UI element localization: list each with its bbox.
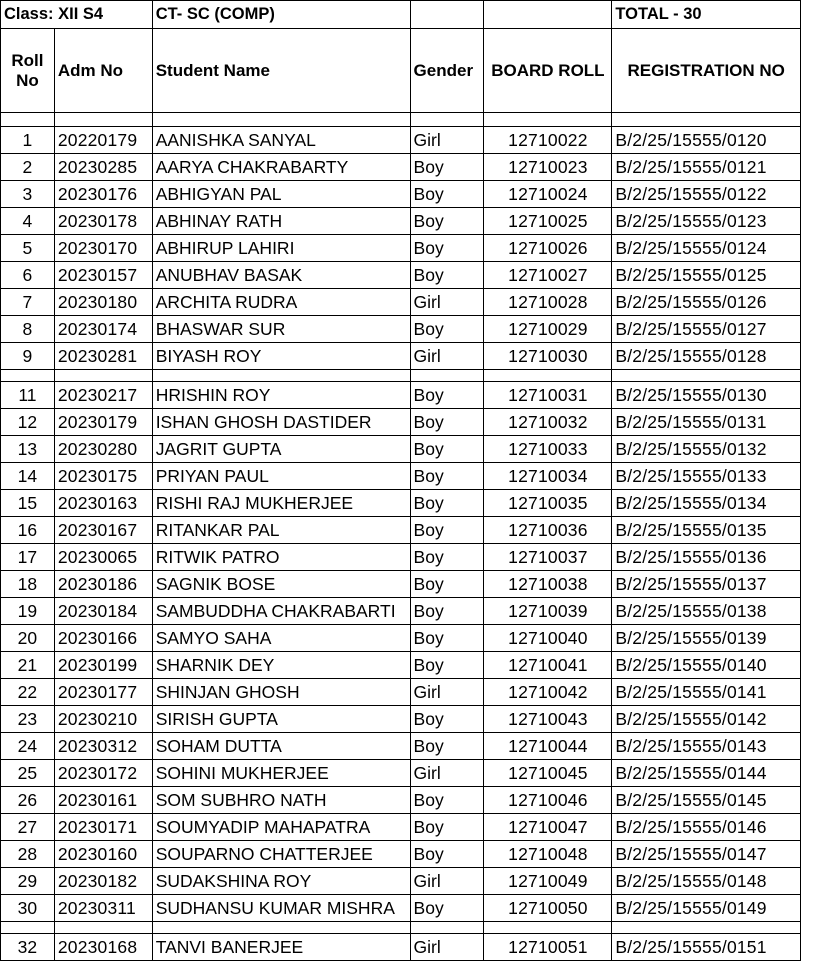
- registration-cell: B/2/25/15555/0147: [612, 841, 801, 868]
- table-row: [1, 262, 819, 289]
- registration-cell: B/2/25/15555/0127: [612, 316, 801, 343]
- board-roll-cell: 12710022: [484, 127, 612, 154]
- board-roll-cell: 12710038: [484, 571, 612, 598]
- board-roll-cell: 12710043: [484, 706, 612, 733]
- roll-cell: 28: [1, 841, 55, 868]
- roll-cell: 19: [1, 598, 55, 625]
- adm-no-cell: 20230182: [54, 868, 152, 895]
- roll-cell: 17: [1, 544, 55, 571]
- student-name-cell: RISHI RAJ MUKHERJEE: [152, 490, 410, 517]
- registration-cell: B/2/25/15555/0128: [612, 343, 801, 370]
- table-row: [1, 679, 819, 706]
- student-name-cell: ARCHITA RUDRA: [152, 289, 410, 316]
- student-name-cell: SOHAM DUTTA: [152, 733, 410, 760]
- student-name-cell: ISHAN GHOSH DASTIDER: [152, 409, 410, 436]
- table-row: [1, 289, 819, 316]
- roll-cell: 11: [1, 382, 55, 409]
- student-name-cell: BIYASH ROY: [152, 343, 410, 370]
- board-roll-cell: 12710044: [484, 733, 612, 760]
- registration-cell: B/2/25/15555/0151: [612, 934, 801, 961]
- roll-cell: 27: [1, 814, 55, 841]
- registration-cell: B/2/25/15555/0137: [612, 571, 801, 598]
- gender-cell: Boy: [410, 598, 484, 625]
- gender-cell: Boy: [410, 436, 484, 463]
- adm-no-cell: 20230176: [54, 181, 152, 208]
- adm-no-cell: 20230168: [54, 934, 152, 961]
- adm-no-cell: 20230186: [54, 571, 152, 598]
- adm-no-cell: 20230178: [54, 208, 152, 235]
- roll-cell: 26: [1, 787, 55, 814]
- registration-cell: B/2/25/15555/0121: [612, 154, 801, 181]
- gender-cell: Boy: [410, 382, 484, 409]
- registration-cell: B/2/25/15555/0130: [612, 382, 801, 409]
- student-name-cell: SAGNIK BOSE: [152, 571, 410, 598]
- board-roll-cell: 12710030: [484, 343, 612, 370]
- board-roll-cell: 12710037: [484, 544, 612, 571]
- adm-no-cell: 20230170: [54, 235, 152, 262]
- student-name-cell: SHARNIK DEY: [152, 652, 410, 679]
- adm-no-cell: 20230163: [54, 490, 152, 517]
- roll-cell: 24: [1, 733, 55, 760]
- table-row: [1, 868, 819, 895]
- student-name-cell: SIRISH GUPTA: [152, 706, 410, 733]
- student-name-cell: ANUBHAV BASAK: [152, 262, 410, 289]
- student-name-cell: TANVI BANERJEE: [152, 934, 410, 961]
- board-roll-cell: 12710029: [484, 316, 612, 343]
- table-row: [1, 733, 819, 760]
- board-roll-cell: 12710050: [484, 895, 612, 922]
- gender-cell: Girl: [410, 343, 484, 370]
- gender-cell: Boy: [410, 544, 484, 571]
- board-roll-cell: 12710051: [484, 934, 612, 961]
- student-name-cell: PRIYAN PAUL: [152, 463, 410, 490]
- class-label: Class: XII S4: [1, 1, 153, 29]
- table-row: [1, 652, 819, 679]
- total-label: TOTAL - 30: [612, 1, 801, 29]
- adm-no-cell: 20230285: [54, 154, 152, 181]
- student-name-cell: AARYA CHAKRABARTY: [152, 154, 410, 181]
- adm-no-cell: 20230184: [54, 598, 152, 625]
- board-roll-cell: 12710026: [484, 235, 612, 262]
- registration-cell: B/2/25/15555/0149: [612, 895, 801, 922]
- roll-cell: 22: [1, 679, 55, 706]
- student-name-cell: RITWIK PATRO: [152, 544, 410, 571]
- roll-cell: 7: [1, 289, 55, 316]
- board-roll-cell: 12710040: [484, 625, 612, 652]
- roll-cell: 23: [1, 706, 55, 733]
- adm-no-cell: 20230280: [54, 436, 152, 463]
- roll-cell: 12: [1, 409, 55, 436]
- adm-no-cell: 20230210: [54, 706, 152, 733]
- roll-cell: 21: [1, 652, 55, 679]
- adm-no-cell: 20220179: [54, 127, 152, 154]
- column-header-registration: REGISTRATION NO: [612, 29, 801, 113]
- adm-no-cell: 20230179: [54, 409, 152, 436]
- table-row: [1, 571, 819, 598]
- board-roll-cell: 12710049: [484, 868, 612, 895]
- adm-no-cell: 20230174: [54, 316, 152, 343]
- student-name-cell: JAGRIT GUPTA: [152, 436, 410, 463]
- board-roll-cell: 12710028: [484, 289, 612, 316]
- adm-no-cell: 20230157: [54, 262, 152, 289]
- registration-cell: B/2/25/15555/0143: [612, 733, 801, 760]
- table-row: [1, 235, 819, 262]
- gender-cell: Boy: [410, 706, 484, 733]
- adm-no-cell: 20230312: [54, 733, 152, 760]
- column-header-adm: Adm No: [54, 29, 152, 113]
- adm-no-cell: 20230177: [54, 679, 152, 706]
- gender-cell: Boy: [410, 262, 484, 289]
- table-row: [1, 316, 819, 343]
- board-roll-cell: 12710024: [484, 181, 612, 208]
- table-row: [1, 463, 819, 490]
- registration-cell: B/2/25/15555/0131: [612, 409, 801, 436]
- gender-cell: Girl: [410, 934, 484, 961]
- blank-cell: [484, 1, 612, 29]
- gap-row: [1, 922, 819, 934]
- student-name-cell: SOHINI MUKHERJEE: [152, 760, 410, 787]
- board-roll-cell: 12710041: [484, 652, 612, 679]
- gender-cell: Boy: [410, 181, 484, 208]
- registration-cell: B/2/25/15555/0132: [612, 436, 801, 463]
- roll-cell: 4: [1, 208, 55, 235]
- gap-row: [1, 370, 819, 382]
- column-header-board-roll: BOARD ROLL: [484, 29, 612, 113]
- student-name-cell: SUDAKSHINA ROY: [152, 868, 410, 895]
- gender-cell: Girl: [410, 679, 484, 706]
- gender-cell: Girl: [410, 868, 484, 895]
- student-name-cell: RITANKAR PAL: [152, 517, 410, 544]
- table-row: [1, 436, 819, 463]
- adm-no-cell: 20230167: [54, 517, 152, 544]
- table-row: [1, 787, 819, 814]
- adm-no-cell: 20230172: [54, 760, 152, 787]
- table-row: [1, 706, 819, 733]
- registration-cell: B/2/25/15555/0144: [612, 760, 801, 787]
- adm-no-cell: 20230161: [54, 787, 152, 814]
- student-name-cell: ABHIRUP LAHIRI: [152, 235, 410, 262]
- adm-no-cell: 20230171: [54, 814, 152, 841]
- gender-cell: Boy: [410, 652, 484, 679]
- table-row: [1, 490, 819, 517]
- registration-cell: B/2/25/15555/0138: [612, 598, 801, 625]
- student-name-cell: SAMYO SAHA: [152, 625, 410, 652]
- table-row: [1, 517, 819, 544]
- gender-cell: Boy: [410, 235, 484, 262]
- table-row: [1, 382, 819, 409]
- registration-cell: B/2/25/15555/0124: [612, 235, 801, 262]
- board-roll-cell: 12710031: [484, 382, 612, 409]
- table-row: [1, 841, 819, 868]
- roll-cell: 13: [1, 436, 55, 463]
- roll-cell: 20: [1, 625, 55, 652]
- board-roll-cell: 12710023: [484, 154, 612, 181]
- roll-cell: 32: [1, 934, 55, 961]
- adm-no-cell: 20230199: [54, 652, 152, 679]
- gender-cell: Boy: [410, 625, 484, 652]
- table-row: [1, 208, 819, 235]
- roll-cell: 5: [1, 235, 55, 262]
- table-row: [1, 814, 819, 841]
- registration-cell: B/2/25/15555/0142: [612, 706, 801, 733]
- board-roll-cell: 12710027: [484, 262, 612, 289]
- registration-cell: B/2/25/15555/0148: [612, 868, 801, 895]
- registration-cell: B/2/25/15555/0139: [612, 625, 801, 652]
- board-roll-cell: 12710045: [484, 760, 612, 787]
- board-roll-cell: 12710025: [484, 208, 612, 235]
- section-label: CT- SC (COMP): [152, 1, 410, 29]
- table-row: [1, 127, 819, 154]
- board-roll-cell: 12710032: [484, 409, 612, 436]
- board-roll-cell: 12710046: [484, 787, 612, 814]
- roll-cell: 25: [1, 760, 55, 787]
- student-name-cell: AANISHKA SANYAL: [152, 127, 410, 154]
- roll-cell: 2: [1, 154, 55, 181]
- gender-cell: Boy: [410, 895, 484, 922]
- registration-cell: B/2/25/15555/0146: [612, 814, 801, 841]
- gender-cell: Boy: [410, 490, 484, 517]
- gender-cell: Girl: [410, 760, 484, 787]
- adm-no-cell: 20230311: [54, 895, 152, 922]
- adm-no-cell: 20230175: [54, 463, 152, 490]
- student-name-cell: SOUMYADIP MAHAPATRA: [152, 814, 410, 841]
- roll-cell: 1: [1, 127, 55, 154]
- gender-cell: Boy: [410, 814, 484, 841]
- registration-cell: B/2/25/15555/0145: [612, 787, 801, 814]
- adm-no-cell: 20230065: [54, 544, 152, 571]
- gender-cell: Boy: [410, 154, 484, 181]
- gender-cell: Boy: [410, 409, 484, 436]
- roll-cell: 29: [1, 868, 55, 895]
- table-row: [1, 895, 819, 922]
- registration-cell: B/2/25/15555/0140: [612, 652, 801, 679]
- roll-header-line1: Roll: [11, 50, 44, 70]
- roll-cell: 15: [1, 490, 55, 517]
- registration-cell: B/2/25/15555/0134: [612, 490, 801, 517]
- gender-cell: Girl: [410, 127, 484, 154]
- adm-no-cell: 20230180: [54, 289, 152, 316]
- student-name-cell: SAMBUDDHA CHAKRABARTI: [152, 598, 410, 625]
- student-name-cell: BHASWAR SUR: [152, 316, 410, 343]
- registration-cell: B/2/25/15555/0123: [612, 208, 801, 235]
- registration-cell: B/2/25/15555/0133: [612, 463, 801, 490]
- roll-cell: 18: [1, 571, 55, 598]
- board-roll-cell: 12710039: [484, 598, 612, 625]
- roll-header-line2: No: [16, 70, 39, 90]
- adm-no-cell: 20230160: [54, 841, 152, 868]
- board-roll-cell: 12710047: [484, 814, 612, 841]
- student-name-cell: HRISHIN ROY: [152, 382, 410, 409]
- roll-cell: 16: [1, 517, 55, 544]
- student-name-cell: SOM SUBHRO NATH: [152, 787, 410, 814]
- gender-cell: Boy: [410, 463, 484, 490]
- registration-cell: B/2/25/15555/0136: [612, 544, 801, 571]
- table-row: [1, 181, 819, 208]
- gender-cell: Boy: [410, 841, 484, 868]
- column-header-gender: Gender: [410, 29, 484, 113]
- registration-cell: B/2/25/15555/0122: [612, 181, 801, 208]
- title-row: [1, 1, 819, 29]
- gender-cell: Boy: [410, 787, 484, 814]
- adm-no-cell: 20230166: [54, 625, 152, 652]
- student-name-cell: ABHINAY RATH: [152, 208, 410, 235]
- roll-cell: 14: [1, 463, 55, 490]
- table-row: [1, 154, 819, 181]
- registration-cell: B/2/25/15555/0126: [612, 289, 801, 316]
- student-name-cell: SHINJAN GHOSH: [152, 679, 410, 706]
- column-header-name: Student Name: [152, 29, 410, 113]
- column-header-roll: [1, 29, 55, 113]
- spacer-row: [1, 113, 819, 127]
- registration-cell: B/2/25/15555/0120: [612, 127, 801, 154]
- adm-no-cell: 20230217: [54, 382, 152, 409]
- gender-cell: Boy: [410, 517, 484, 544]
- board-roll-cell: 12710036: [484, 517, 612, 544]
- board-roll-cell: 12710034: [484, 463, 612, 490]
- column-header-row: [1, 29, 819, 113]
- board-roll-cell: 12710048: [484, 841, 612, 868]
- registration-cell: B/2/25/15555/0125: [612, 262, 801, 289]
- adm-no-cell: 20230281: [54, 343, 152, 370]
- blank-cell: [410, 1, 484, 29]
- table-row: [1, 760, 819, 787]
- student-name-cell: SOUPARNO CHATTERJEE: [152, 841, 410, 868]
- gender-cell: Boy: [410, 316, 484, 343]
- roll-cell: 6: [1, 262, 55, 289]
- table-row: [1, 544, 819, 571]
- gender-cell: Girl: [410, 289, 484, 316]
- board-roll-cell: 12710035: [484, 490, 612, 517]
- table-row: [1, 598, 819, 625]
- student-name-cell: SUDHANSU KUMAR MISHRA: [152, 895, 410, 922]
- board-roll-cell: 12710042: [484, 679, 612, 706]
- table-row: [1, 409, 819, 436]
- roll-cell: 8: [1, 316, 55, 343]
- table-row: [1, 343, 819, 370]
- table-row: [1, 625, 819, 652]
- roll-cell: 9: [1, 343, 55, 370]
- gender-cell: Boy: [410, 733, 484, 760]
- board-roll-cell: 12710033: [484, 436, 612, 463]
- student-name-cell: ABHIGYAN PAL: [152, 181, 410, 208]
- table-row: [1, 934, 819, 961]
- gender-cell: Boy: [410, 208, 484, 235]
- roll-cell: 3: [1, 181, 55, 208]
- gender-cell: Boy: [410, 571, 484, 598]
- registration-cell: B/2/25/15555/0135: [612, 517, 801, 544]
- roll-cell: 30: [1, 895, 55, 922]
- registration-cell: B/2/25/15555/0141: [612, 679, 801, 706]
